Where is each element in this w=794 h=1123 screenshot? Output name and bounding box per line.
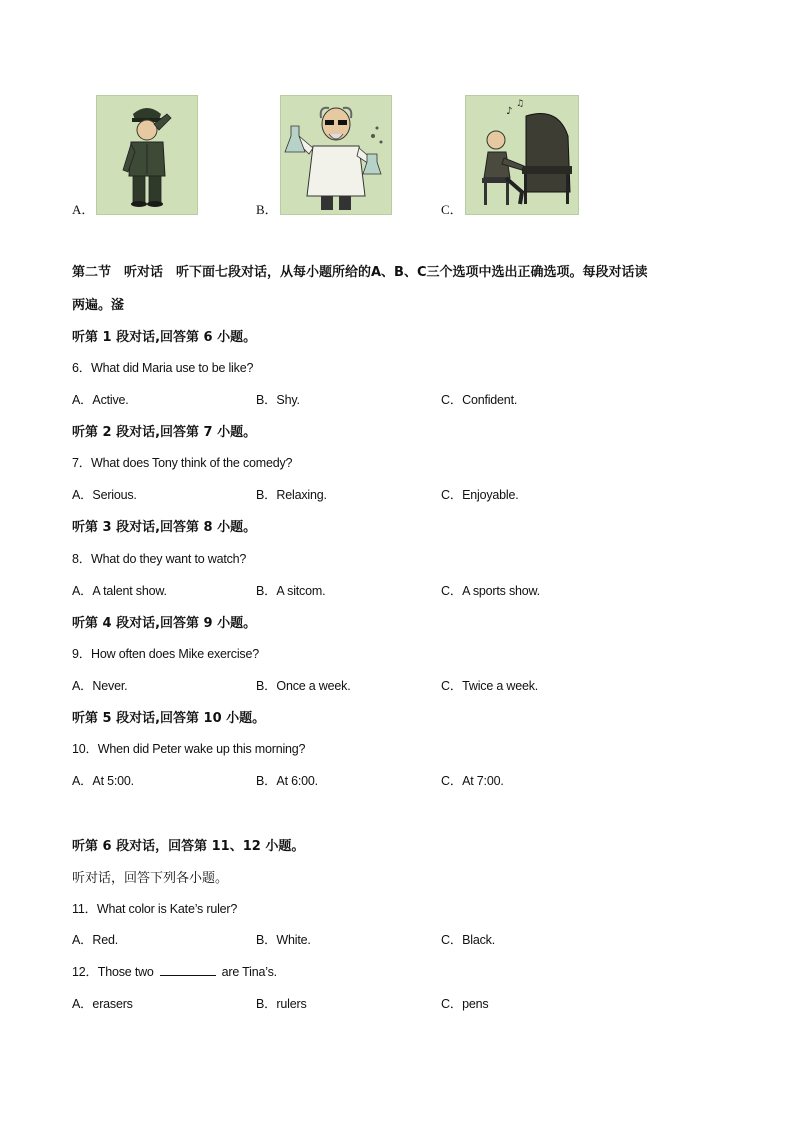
question-10-options — [72, 771, 712, 789]
answer-option-b[interactable]: B．rulers — [256, 997, 307, 1011]
option-letter: C． — [441, 202, 463, 217]
answer-option-a[interactable]: A．Active. — [72, 393, 129, 407]
image-option-b[interactable] — [256, 95, 396, 220]
answer-option-a[interactable]: A．Never. — [72, 679, 128, 693]
answer-option-b[interactable]: B．Once a week. — [256, 679, 351, 693]
pianist-playing-piano-icon — [465, 95, 579, 215]
police-officer-saluting-icon — [96, 95, 198, 215]
question-6-options — [72, 390, 712, 408]
answer-option-b[interactable]: B．Relaxing. — [256, 488, 327, 502]
image-option-c[interactable] — [441, 95, 581, 220]
question-6: 6．What did Maria use to be like? — [72, 361, 254, 375]
answer-option-b[interactable]: B．White. — [256, 933, 311, 947]
dialogue-instruction-4: 听第 4 段对话,回答第 9 小题。 — [72, 616, 257, 631]
image-option-a[interactable] — [72, 95, 202, 220]
question-12-stem-start: 12．Those two — [72, 965, 154, 979]
question-8: 8．What do they want to watch? — [72, 552, 247, 566]
question-7-options — [72, 485, 712, 503]
answer-option-c[interactable]: C．A sports show. — [441, 584, 540, 598]
option-letter: B． — [256, 202, 278, 217]
svg-text:♪: ♪ — [506, 106, 513, 117]
fill-in-blank[interactable] — [160, 965, 216, 976]
dialogue-instruction-2: 听第 2 段对话,回答第 7 小题。 — [72, 425, 257, 440]
dialogue-instruction-1: 听第 1 段对话,回答第 6 小题。 — [72, 330, 257, 345]
answer-option-a[interactable]: A．A talent show. — [72, 584, 167, 598]
question-12 — [72, 962, 277, 980]
dialogue-instruction-5: 听第 5 段对话,回答第 10 小题。 — [72, 711, 266, 726]
answer-option-a[interactable]: A．erasers — [72, 997, 133, 1011]
answer-option-b[interactable]: B．At 6:00. — [256, 774, 318, 788]
option-letter: A． — [72, 202, 95, 217]
answer-option-c[interactable]: C．Confident. — [441, 393, 518, 407]
question-7: 7．What does Tony think of the comedy? — [72, 456, 293, 470]
dialogue-instruction-6: 听第 6 段对话，回答第 11、12 小题。 — [72, 839, 305, 854]
answer-option-c[interactable]: C．Enjoyable. — [441, 488, 519, 502]
answer-option-a[interactable]: A．At 5:00. — [72, 774, 134, 788]
answer-option-c[interactable]: C．At 7:00. — [441, 774, 504, 788]
question-12-options — [72, 994, 712, 1012]
question-10: 10．When did Peter wake up this morning? — [72, 742, 306, 756]
answer-option-c[interactable]: C．pens — [441, 997, 489, 1011]
dialogue-instruction-3: 听第 3 段对话,回答第 8 小题。 — [72, 520, 257, 535]
answer-option-c[interactable]: C．Twice a week. — [441, 679, 539, 693]
svg-text:♫: ♫ — [516, 99, 525, 109]
section-heading: 第二节 听对话 听下面七段对话，从每小题所给的A、B、C三个选项中选出正确选项。每段对话读 — [72, 265, 648, 280]
question-8-options — [72, 581, 712, 599]
question-9: 9．How often does Mike exercise? — [72, 647, 259, 661]
question-9-options — [72, 676, 712, 694]
answer-option-b[interactable]: B．Shy. — [256, 393, 300, 407]
scientist-with-flasks-icon — [280, 95, 392, 215]
sub-instruction: 听对话，回答下列各小题。 — [72, 871, 229, 886]
answer-option-a[interactable]: A．Red. — [72, 933, 119, 947]
answer-option-b[interactable]: B．A sitcom. — [256, 584, 326, 598]
answer-option-a[interactable]: A．Serious. — [72, 488, 137, 502]
question-12-stem-end: are Tina’s. — [221, 965, 277, 979]
answer-option-c[interactable]: C．Black. — [441, 933, 495, 947]
question-11-options — [72, 930, 712, 948]
question-11: 11．What color is Kate’s ruler? — [72, 902, 238, 916]
section-heading-continued: 两遍。滏 — [72, 298, 125, 313]
